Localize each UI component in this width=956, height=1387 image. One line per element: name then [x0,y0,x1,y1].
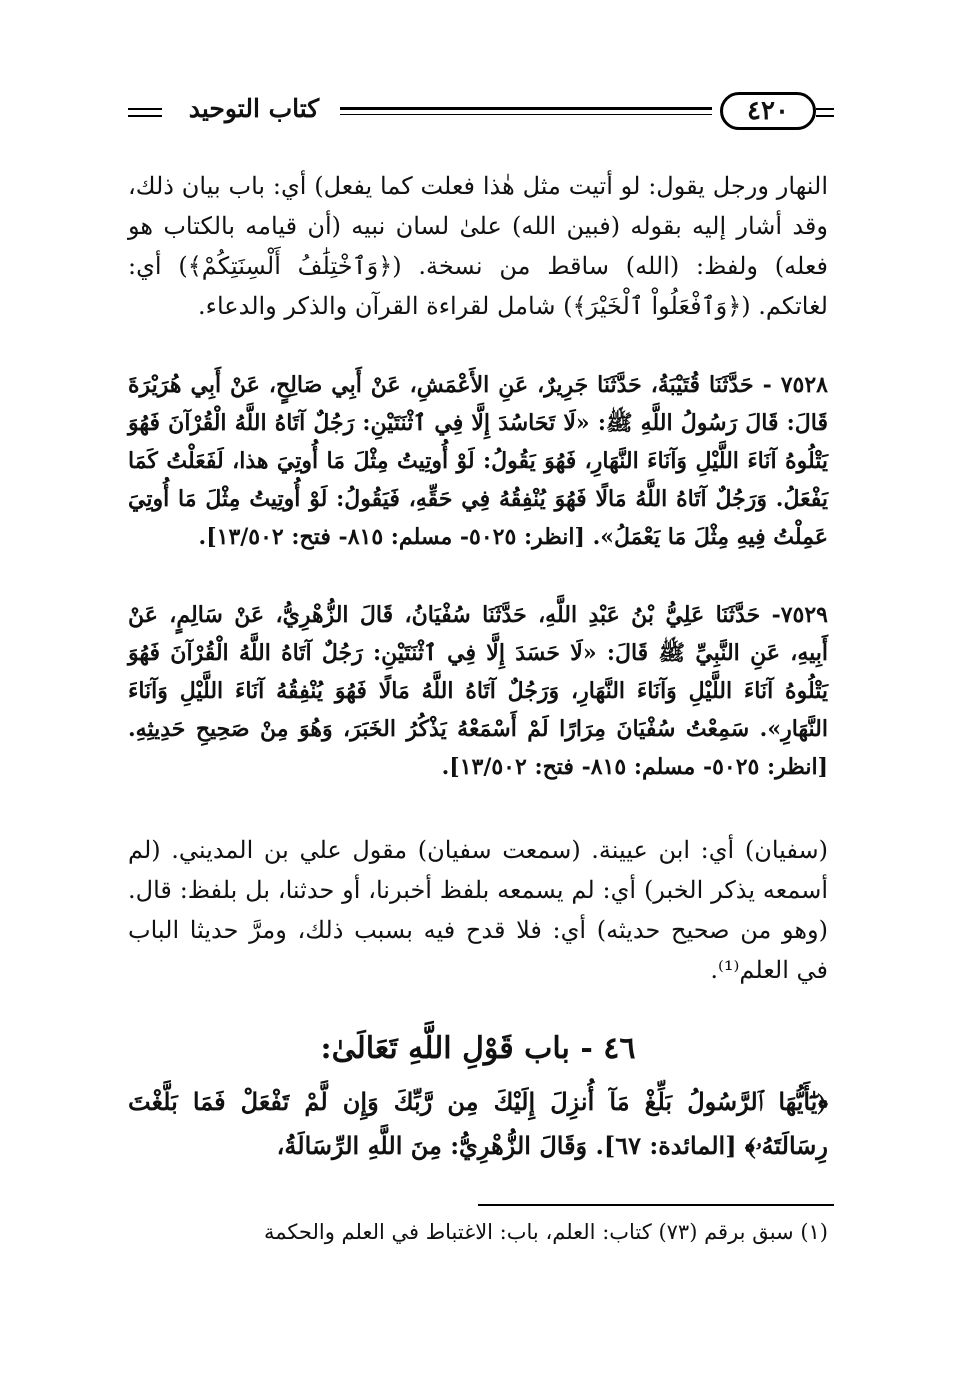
header-rule-left-top [128,108,162,110]
chapter-block [128,1024,828,1074]
hadith-7528: ٧٥٢٨ - حَدَّثَنَا قُتَيْبَةُ، حَدَّثَنَا جَرِيرٌ، عَنِ الأَعْمَشِ، عَنْ أَبِي صَالِحٍ، عَنْ أَبِي هُرَيْرَةَ قَالَ: قَالَ رَسُولُ اللَّهِ ﷺ: «لَا تَحَاسُدَ إِلَّا فِي ٱثْنَتَيْنِ: رَجُلٌ آتَاهُ اللَّهُ الْقُرْآنَ فَهُوَ يَتْلُوهُ آنَاءَ اللَّيْلِ وَآنَاءَ النَّهَارِ، فَهُوَ يَقُولُ: لَوْ أُوتِيتُ مِثْلَ مَا أُوتِيَ هذا، لَفَعَلْتُ كَمَا يَفْعَلُ. وَرَجُلٌ آتَاهُ اللَّهُ مَالًا فَهُوَ يُنْفِقُهُ فِي حَقِّهِ، فَيَقُولُ: لَوْ أُوتِيتُ مِثْلَ مَا أُوتِيَ عَمِلْتُ فِيهِ مِثْلَ مَا يَعْمَلُ». [انظر: ٥٠٢٥- مسلم: ٨١٥- فتح: ١٣/٥٠٢]. [128,372,828,550]
hadith-7529: ٧٥٢٩- حَدَّثَنَا عَلِيُّ بْنُ عَبْدِ اللَّهِ، حَدَّثَنَا سُفْيَانُ، قَالَ الزُّهْرِيُّ، عَنْ سَالِمٍ، عَنْ أَبِيهِ، عَنِ النَّبِيِّ ﷺ قَالَ: «لَا حَسَدَ إِلَّا فِي ٱثْنَتَيْنِ: رَجُلٌ آتَاهُ اللَّهُ الْقُرْآنَ فَهُوَ يَتْلُوهُ آنَاءَ اللَّيْلِ وَآنَاءَ النَّهَارِ، وَرَجُلٌ آتَاهُ اللَّهُ مَالًا فَهُوَ يُنْفِقُهُ آنَاءَ اللَّيْلِ وَآنَاءَ النَّهَارِ». سَمِعْتُ سُفْيَانَ مِرَارًا لَمْ أَسْمَعْهُ يَذْكُرُ الخَبَرَ، وَهُوَ مِنْ صَحِيحِ حَدِيثِهِ. [انظر: ٥٠٢٥- مسلم: ٨١٥- فتح: ١٣/٥٠٢]. [128,602,828,780]
hadith-7529-block [128,596,828,786]
quran-verse: ﴿يَٰٓأَيُّهَا ٱلرَّسُولُ بَلِّغْ مَآ أُنزِلَ إِلَيْكَ مِن رَّبِّكَ وَإِن لَّمْ تَفْعَلْ فَمَا بَلَّغْتَ رِسَالَتَهُۥ﴾ [المائدة: ٦٧]. وَقَالَ الزُّهْرِيُّ: مِنَ اللَّهِ الرِّسَالَةُ، [128,1087,828,1160]
commentary-paragraph: النهار ورجل يقول: لو أتيت مثل هٰذا فعلت كما يفعل) أي: باب بيان ذلك، وقد أشار إليه بقوله (فبين الله) علىٰ لسان نبيه (أن قيامه بالكتاب هو فعله) ولفظ: (الله) ساقط من نسخة. (﴿وَٱخْتِلَٰفُ أَلْسِنَتِكُمْ﴾) أي: لغاتكم. (﴿وَٱفْعَلُواْ ٱلْخَيْرَ﴾) شامل لقراءة القرآن والذكر والدعاء. [128,172,828,320]
verse-block [128,1080,828,1168]
header-rule-left-bottom [128,115,162,117]
header-rule-middle-thin [340,114,712,115]
page-number: ٤٢٠ [720,92,816,130]
footnote-separator [478,1204,834,1206]
header-rule-middle-thick [340,107,712,110]
header-rule-right-bottom [816,115,834,117]
footnote: (١) سبق برقم (٧٣) كتاب: العلم، باب: الاغتباط في العلم والحكمة [263,1220,828,1244]
chapter-heading: ٤٦ - باب قَوْلِ اللَّهِ تَعَالَىٰ: [320,1031,636,1066]
book-title: كتاب التوحيد [188,94,320,123]
commentary-block-1 [128,166,828,326]
hadith-7528-block [128,366,828,556]
header-rule-right-top [816,108,834,110]
page-header [128,88,828,138]
commentary-paragraph-2: (سفيان) أي: ابن عيينة. (سمعت سفيان) مقول علي بن المديني. (لم أسمعه يذكر الخبر) أي: لم يسمعه بلفظ أخبرنا، أو حدثنا، بل بلفظ: قال. (وهو من صحيح حديثه) أي: فلا قدح فيه بسبب ذلك، ومرَّ حديثا الباب في العلم⁽¹⁾. [128,836,828,984]
commentary-block-2 [128,830,828,990]
